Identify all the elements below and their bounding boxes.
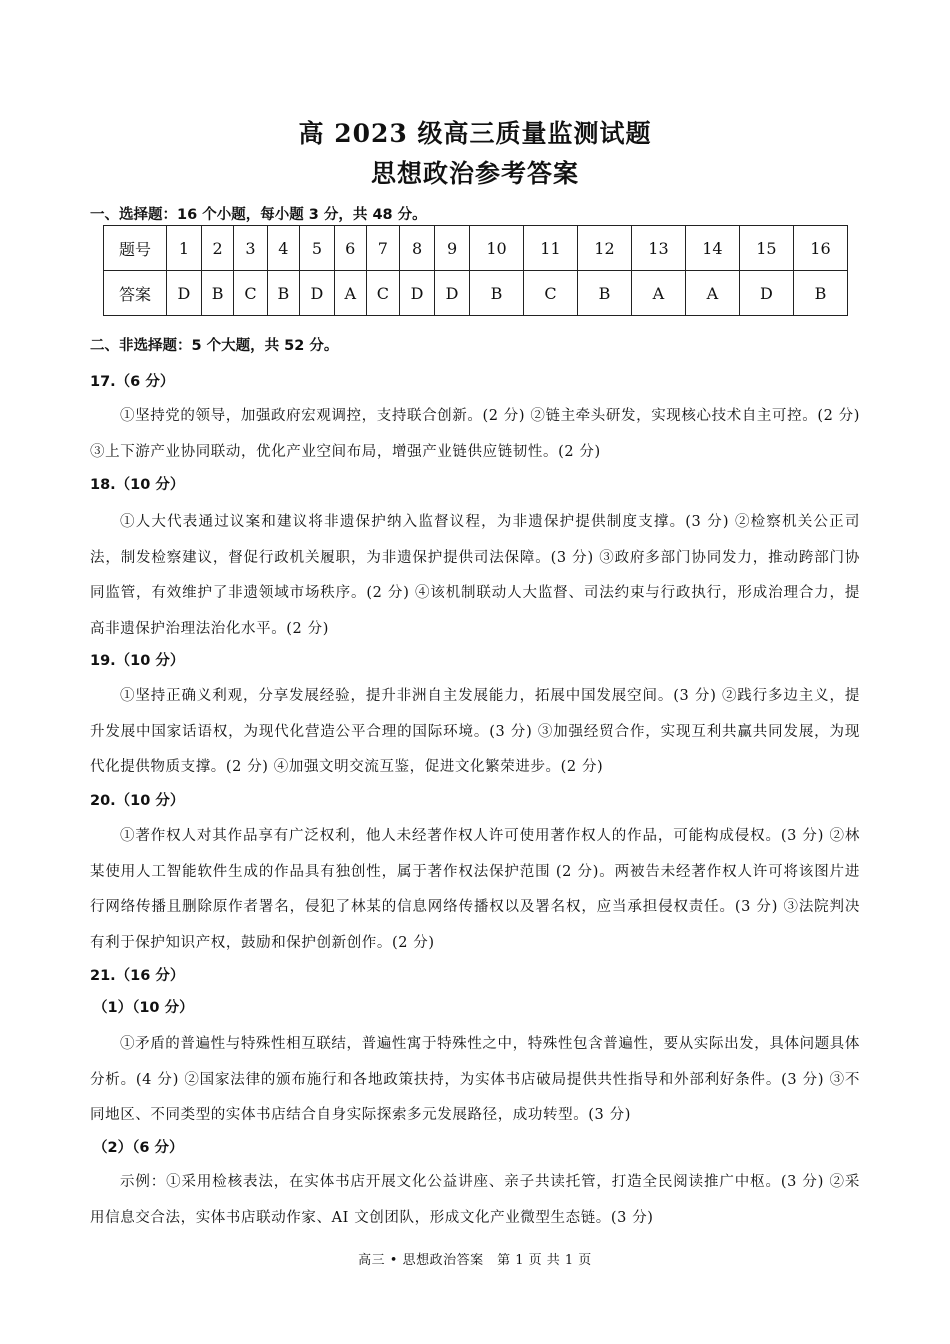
document-title: 高 2023 级高三质量监测试题 (298, 119, 652, 148)
answer-cell: A (631, 271, 685, 316)
question-number-cell: 1 (167, 226, 202, 271)
row-label-answer: 答案 (104, 271, 167, 316)
question-number-cell: 11 (523, 226, 577, 271)
section-1-heading: 一、选择题：16 个小题，每小题 3 分，共 48 分。 (90, 207, 427, 223)
question-20-answer: ①著作权人对其作品享有广泛权利，他人未经著作权人许可使用著作权人的作品，可能构成侵权。(3 分) ②林某使用人工智能软件生成的作品具有独创性，属于著作权法保护范围 (2 分)。两被告未经著作权人许可将该图片进行网络传播且删除原作者署名，侵犯了林某的信息网络传播权以及署名权，应当承担侵权责任。(3 分) ③法院判决有利于保护知识产权，鼓励和保护创新创作。(2 分) (90, 828, 860, 951)
answer-cell: B (577, 271, 631, 316)
answer-cell: B (470, 271, 524, 316)
question-17-answer: ①坚持党的领导，加强政府宏观调控，支持联合创新。(2 分) ②链主牵头研发，实现核心技术自主可控。(2 分) ③上下游产业协同联动，优化产业空间布局，增强产业链供应链韧性。(2 分) (90, 408, 860, 460)
question-21-heading: 21.（16 分） (90, 968, 185, 984)
answer-cell: D (400, 271, 435, 316)
question-number-cell: 4 (267, 226, 299, 271)
question-21-part-2-heading: （2）（6 分） (93, 1140, 184, 1156)
section-2-heading: 二、非选择题：5 个大题，共 52 分。 (90, 338, 339, 354)
question-number-cell: 15 (739, 226, 793, 271)
question-number-cell: 13 (631, 226, 685, 271)
row-label-number: 题号 (104, 226, 167, 271)
question-number-cell: 8 (400, 226, 435, 271)
question-21-part-1-heading: （1）（10 分） (93, 1000, 194, 1016)
answer-cell: B (793, 271, 847, 316)
document-subtitle: 思想政治参考答案 (370, 159, 579, 188)
question-number-cell: 12 (577, 226, 631, 271)
question-number-cell: 6 (334, 226, 366, 271)
question-number-cell: 9 (435, 226, 470, 271)
answer-cell: C (523, 271, 577, 316)
page-footer: 高三 • 思想政治答案 第 1 页 共 1 页 (358, 1253, 592, 1268)
question-17-heading: 17.（6 分） (90, 374, 175, 390)
question-21-part-2-answer: 示例：①采用检核表法，在实体书店开展文化公益讲座、亲子共读托管，打造全民阅读推广中枢。(3 分) ②采用信息交合法，实体书店联动作家、AI 文创团队，形成文化产业微型生态链。(3 分) (90, 1174, 860, 1226)
answer-cell: B (267, 271, 299, 316)
answer-cell: B (201, 271, 233, 316)
question-number-cell: 3 (234, 226, 267, 271)
question-20-heading: 20.（10 分） (90, 793, 185, 809)
answer-table (103, 225, 848, 316)
answer-cell: C (234, 271, 267, 316)
question-number-cell: 16 (793, 226, 847, 271)
question-number-cell: 10 (470, 226, 524, 271)
answer-cell: D (739, 271, 793, 316)
answer-row (104, 271, 848, 316)
answer-cell: A (334, 271, 366, 316)
answer-cell: D (435, 271, 470, 316)
question-19-heading: 19.（10 分） (90, 653, 185, 669)
answer-cell: D (299, 271, 334, 316)
answer-cell: C (366, 271, 399, 316)
answer-cell: D (167, 271, 202, 316)
question-number-cell: 14 (685, 226, 739, 271)
question-18-heading: 18.（10 分） (90, 477, 185, 493)
answer-cell: A (685, 271, 739, 316)
question-18-answer: ①人大代表通过议案和建议将非遗保护纳入监督议程，为非遗保护提供制度支撑。(3 分) ②检察机关公正司法，制发检察建议，督促行政机关履职，为非遗保护提供司法保障。(3 分) ③政府多部门协同发力，推动跨部门协同监管，有效维护了非遗领域市场秩序。(2 分) ④该机制联动人大监督、司法约束与行政执行，形成治理合力，提高非遗保护治理法治化水平。(2 分) (90, 514, 860, 637)
question-21-part-1-answer: ①矛盾的普遍性与特殊性相互联结，普遍性寓于特殊性之中，特殊性包含普遍性，要从实际出发，具体问题具体分析。(4 分) ②国家法律的颁布施行和各地政策扶持，为实体书店破局提供共性指导和外部利好条件。(3 分) ③不同地区、不同类型的实体书店结合自身实际探索多元发展路径，成功转型。(3 分) (90, 1036, 860, 1123)
question-number-row (104, 226, 848, 271)
question-number-cell: 2 (201, 226, 233, 271)
question-number-cell: 7 (366, 226, 399, 271)
question-number-cell: 5 (299, 226, 334, 271)
question-19-answer: ①坚持正确义利观，分享发展经验，提升非洲自主发展能力，拓展中国发展空间。(3 分) ②践行多边主义，提升发展中国家话语权，为现代化营造公平合理的国际环境。(3 分) ③加强经贸合作，实现互利共赢共同发展，为现代化提供物质支撑。(2 分) ④加强文明交流互鉴，促进文化繁荣进步。(2 分) (90, 688, 860, 775)
